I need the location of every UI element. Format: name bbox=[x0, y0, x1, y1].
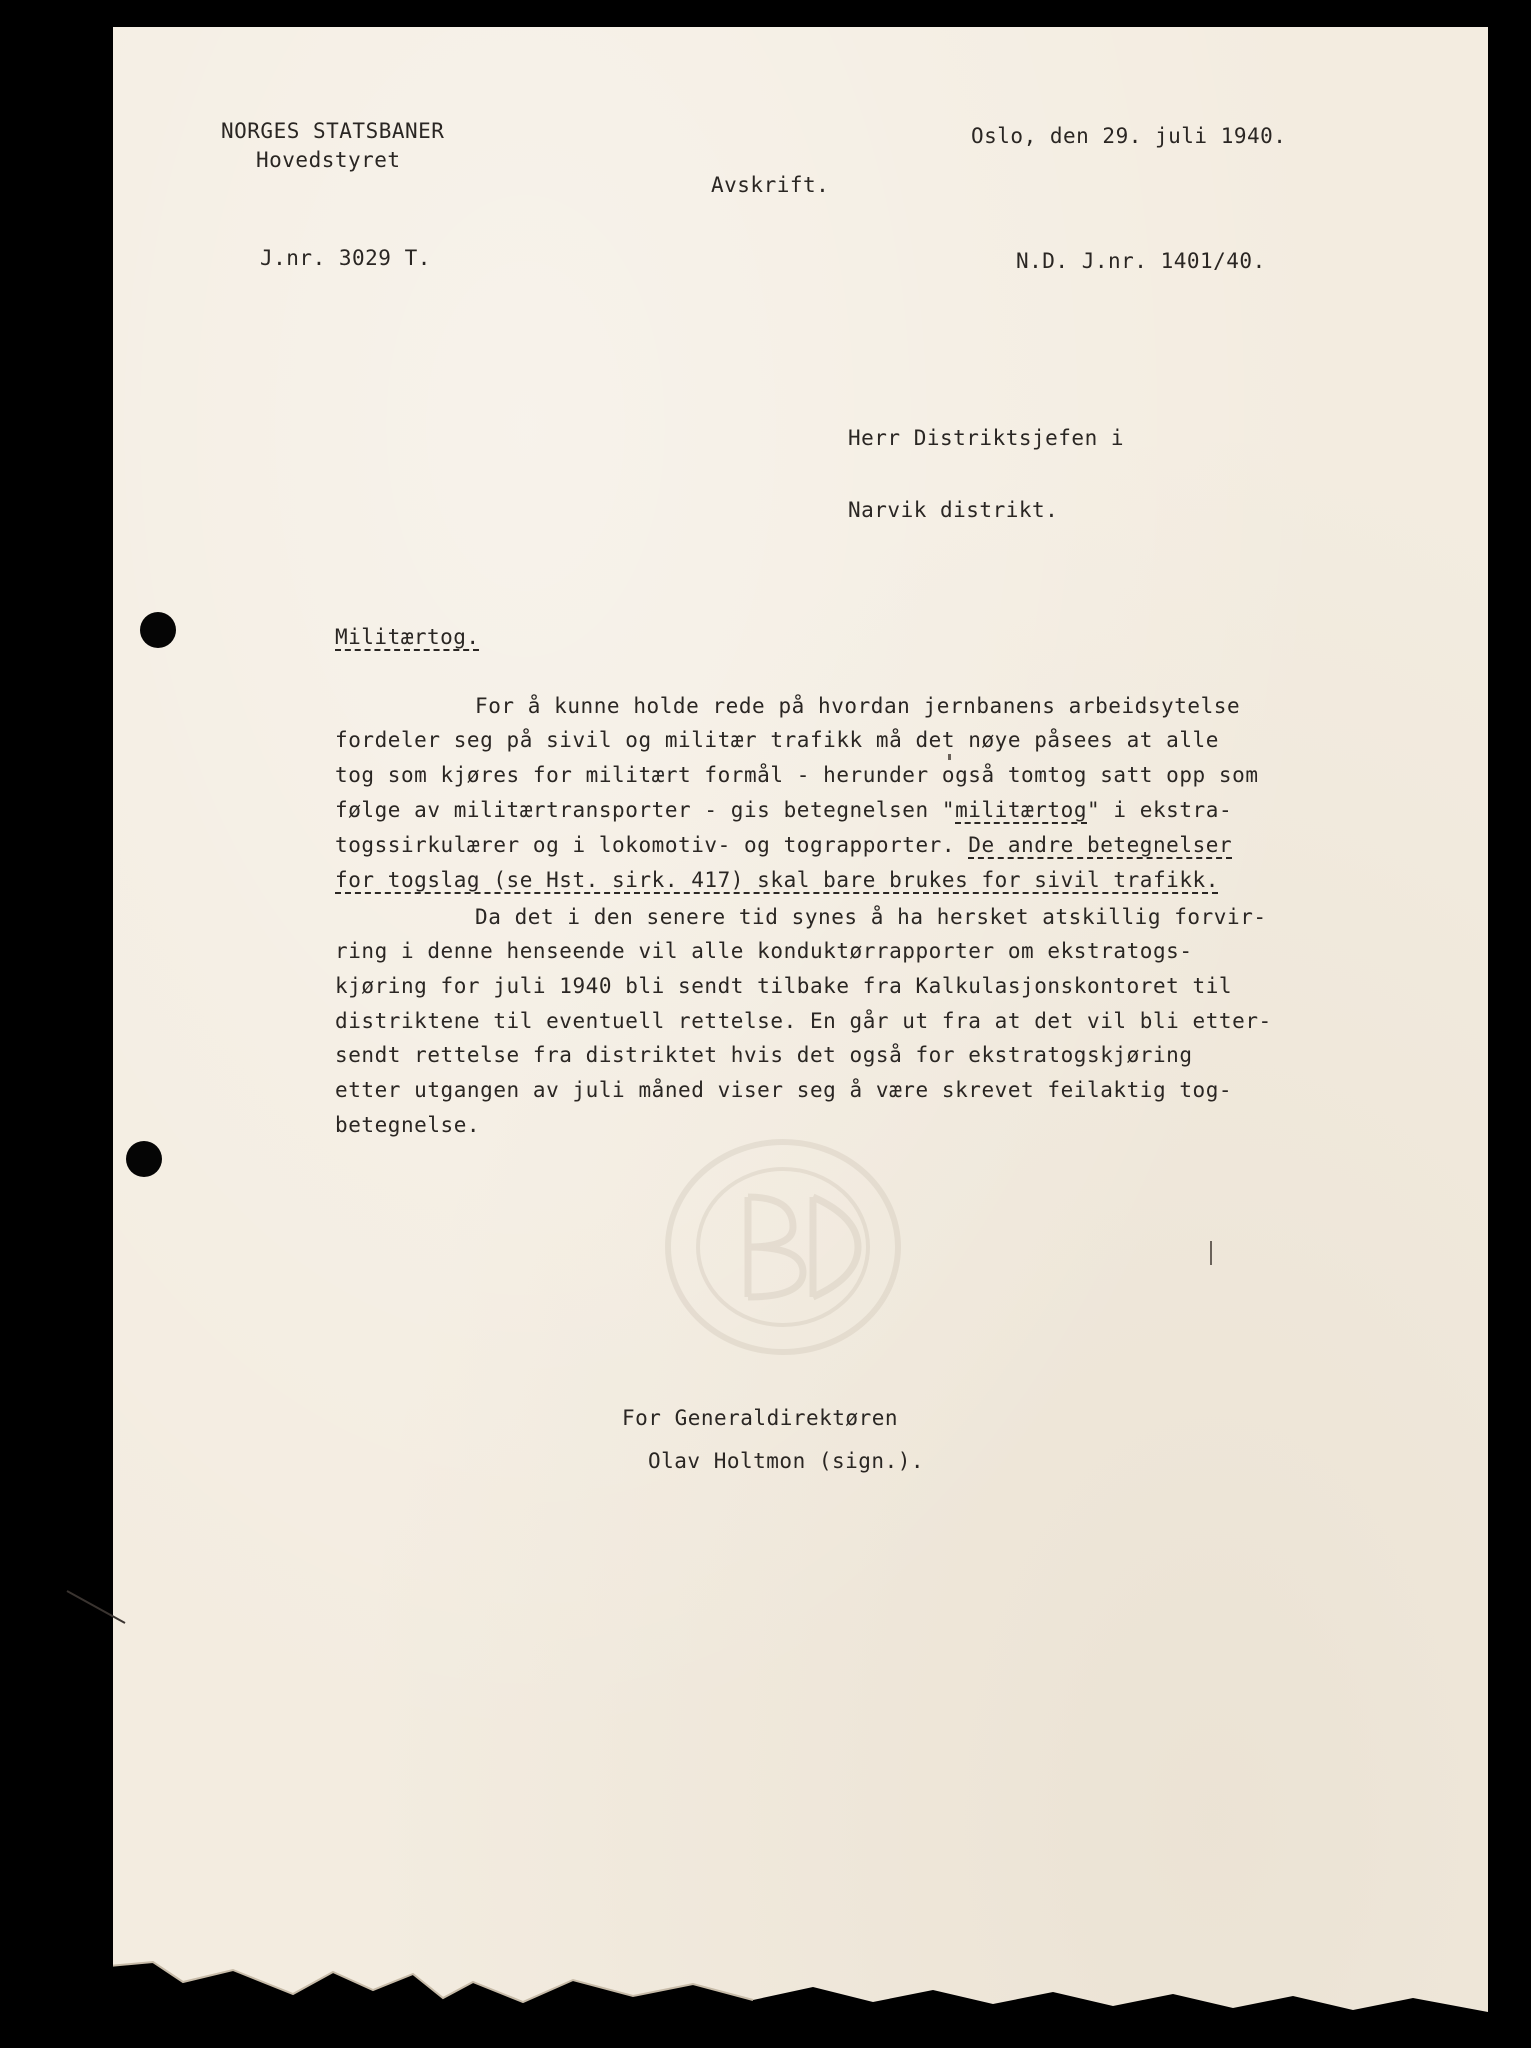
letter-body bbox=[335, 694, 1435, 1254]
subject: Militærtog. bbox=[335, 625, 480, 649]
body-line: Da det i den senere tid synes å ha hersket atskillig forvir- bbox=[475, 905, 1267, 929]
body-line-underlined: for togslag (se Hst. sirk. 417) skal bare brukes for sivil trafikk. bbox=[335, 868, 1219, 892]
stray-mark bbox=[948, 754, 951, 760]
recipient-line-1: Herr Distriktsjefen i bbox=[848, 426, 1125, 450]
nd-journal-number: N.D. J.nr. 1401/40. bbox=[1016, 249, 1266, 273]
body-line: betegnelse. bbox=[335, 1113, 481, 1137]
body-line: distriktene til eventuell rettelse. En går ut fra at det vil bli etter- bbox=[335, 1009, 1272, 1033]
signature-line-1: For Generaldirektøren bbox=[622, 1406, 899, 1430]
punch-hole-top bbox=[140, 612, 176, 648]
body-text: " i ekstra- bbox=[1087, 798, 1233, 822]
document-page bbox=[113, 27, 1488, 2022]
org-name: NORGES STATSBANER bbox=[221, 119, 445, 143]
pencil-stroke bbox=[65, 1587, 135, 1627]
stray-mark bbox=[1210, 1241, 1212, 1265]
body-line bbox=[335, 833, 1232, 857]
body-text: følge av militærtransporter - gis betegnelsen " bbox=[335, 798, 956, 822]
place-date: Oslo, den 29. juli 1940. bbox=[971, 124, 1287, 148]
emphasis-militaertog: militærtog bbox=[955, 798, 1088, 822]
org-department: Hovedstyret bbox=[256, 148, 401, 172]
journal-number: J.nr. 3029 T. bbox=[260, 246, 431, 270]
signature-line-2: Olav Holtmon (sign.). bbox=[648, 1449, 925, 1473]
body-line bbox=[335, 798, 1232, 822]
body-line: tog som kjøres for militært formål - herunder også tomtog satt opp som bbox=[335, 763, 1259, 787]
body-line: fordeler seg på sivil og militær trafikk må det nøye påsees at alle bbox=[335, 728, 1219, 752]
body-line: For å kunne holde rede på hvordan jernbanens arbeidsytelse bbox=[475, 694, 1241, 718]
document-type: Avskrift. bbox=[711, 173, 830, 197]
recipient-line-2: Narvik distrikt. bbox=[848, 498, 1059, 522]
punch-hole-bottom bbox=[126, 1141, 162, 1177]
body-line: sendt rettelse fra distriktet hvis det også for ekstratogskjøring bbox=[335, 1043, 1193, 1067]
torn-edge bbox=[113, 1932, 1488, 2022]
underlined-text: De andre betegnelser bbox=[968, 833, 1233, 857]
body-line: kjøring for juli 1940 bli sendt tilbake fra Kalkulasjonskontoret til bbox=[335, 974, 1233, 998]
body-line: ring i denne henseende vil alle konduktørrapporter om ekstratogs- bbox=[335, 939, 1193, 963]
body-text: togssirkulærer og i lokomotiv- og tograpporter. bbox=[335, 833, 969, 857]
body-line: etter utgangen av juli måned viser seg å være skrevet feilaktig tog- bbox=[335, 1078, 1233, 1102]
